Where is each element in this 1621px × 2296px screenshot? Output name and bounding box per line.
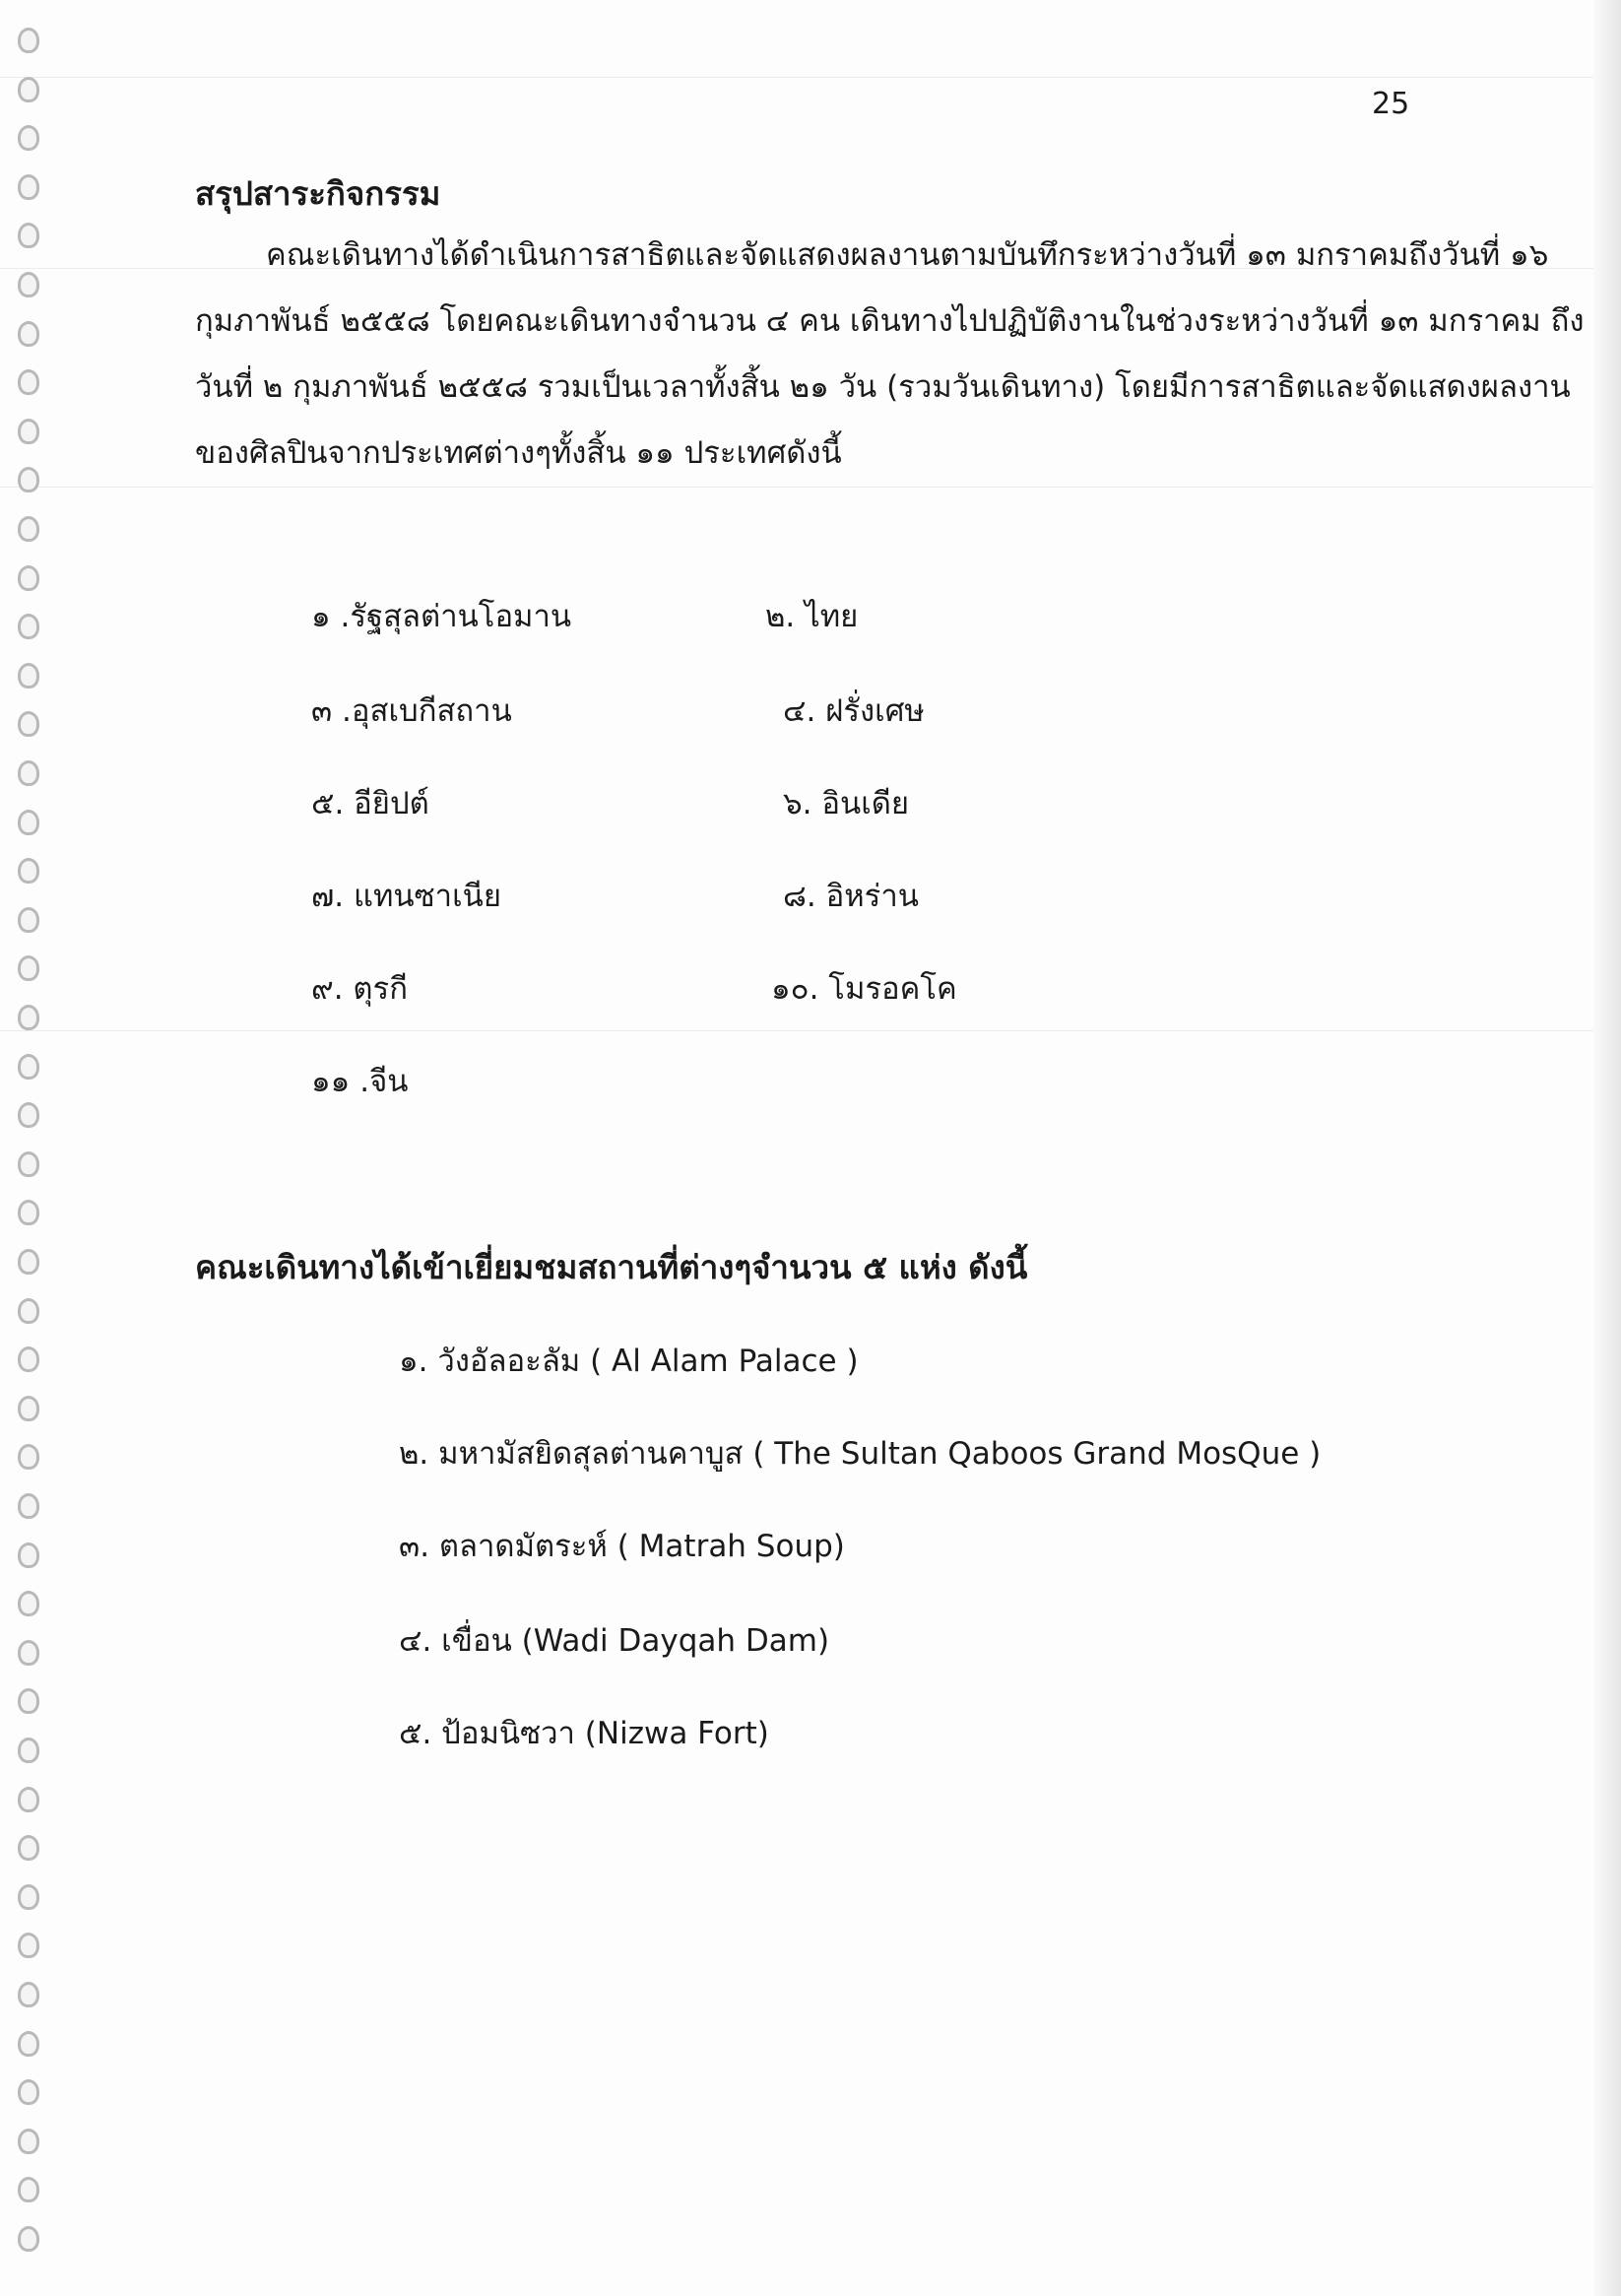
binder-hole [18,1933,39,1958]
country-item: ๑ .รัฐสุลต่านโอมาน [311,599,572,634]
country-item: ๗. แทนซาเนีย [311,879,502,914]
place-item: ๔. เขื่อน (Wadi Dayqah Dam) [399,1623,830,1659]
binder-hole [18,28,39,53]
place-item: ๓. ตลาดมัตระห์ ( Matrah Soup) [399,1529,845,1564]
binder-hole [18,321,39,347]
binder-hole [18,1542,39,1568]
paragraph-line: คณะเดินทางได้ดำเนินการสาธิตและจัดแสดงผลงานตามบันทึกระหว่างวันที่ ๑๓ มกราคมถึงวันที่ ๑๖ [266,237,1549,273]
place-item: ๑. วังอัลอะลัม ( Al Alam Palace ) [399,1344,859,1379]
binder-holes [8,20,51,2285]
country-item: ๑๐. โมรอคโค [771,971,957,1007]
binder-hole [18,1787,39,1812]
paragraph-line: ของศิลปินจากประเทศต่างๆทั้งสิ้น ๑๑ ประเทศดังนี้ [195,435,842,471]
country-item: ๓ .อุสเบกีสถาน [311,693,512,729]
page-number: 25 [1372,87,1410,121]
page-edge-shadow [1593,0,1621,2296]
paragraph-line: วันที่ ๒ กุมภาพันธ์ ๒๕๕๘ รวมเป็นเวลาทั้งสิ้น ๒๑ วัน (รวมวันเดินทาง) โดยมีการสาธิตและจัดแสดงผลงาน [195,369,1571,405]
country-item: ๒. ไทย [765,599,859,634]
binder-hole [18,2079,39,2105]
binder-hole [18,1346,39,1372]
binder-hole [18,77,39,102]
binder-hole [18,711,39,737]
binder-hole [18,565,39,591]
binder-hole [18,1688,39,1714]
binder-hole [18,1640,39,1666]
binder-hole [18,2129,39,2154]
summary-paragraph [195,223,1585,487]
binder-hole [18,955,39,981]
binder-hole [18,516,39,542]
paragraph-line: กุมภาพันธ์ ๒๕๕๘ โดยคณะเดินทางจำนวน ๔ คน เดินทางไปปฏิบัติงานในช่วงระหว่างวันที่ ๑๓ มกราคม ถึง [195,303,1585,339]
country-item: ๕. อียิปต์ [311,786,429,821]
binder-hole [18,419,39,444]
binder-hole [18,2177,39,2202]
binder-hole [18,1298,39,1324]
summary-heading: สรุปสาระกิจกรรม [195,174,441,213]
visits-heading: คณะเดินทางได้เข้าเยี่ยมชมสถานที่ต่างๆจำนวน ๕ แห่ง ดังนี้ [195,1248,1028,1286]
country-item: ๑๑ .จีน [311,1064,409,1099]
country-item: ๔. ฝรั่งเศษ [783,693,925,729]
binder-hole [18,858,39,884]
binder-hole [18,1054,39,1080]
place-item: ๕. ป้อมนิซวา (Nizwa Fort) [399,1716,769,1751]
binder-hole [18,663,39,689]
binder-hole [18,223,39,248]
binder-hole [18,272,39,297]
country-item: ๙. ตุรกี [311,971,408,1007]
binder-hole [18,1200,39,1225]
binder-hole [18,1982,39,2007]
binder-hole [18,1249,39,1275]
binder-hole [18,174,39,200]
binder-hole [18,369,39,395]
binder-hole [18,1738,39,1763]
scan-line [0,1030,1621,1031]
binder-hole [18,467,39,492]
place-item: ๒. มหามัสยิดสุลต่านคาบูส ( The Sultan Qaboos Grand MosQue ) [399,1436,1322,1472]
binder-hole [18,125,39,151]
scan-line [0,77,1621,78]
binder-hole [18,1005,39,1030]
binder-hole [18,1835,39,1861]
binder-hole [18,1396,39,1421]
binder-hole [18,1102,39,1128]
binder-hole [18,2226,39,2252]
binder-hole [18,1493,39,1519]
binder-hole [18,907,39,933]
scan-line [0,487,1621,488]
binder-hole [18,1444,39,1470]
binder-hole [18,2031,39,2057]
binder-hole [18,760,39,786]
binder-hole [18,1151,39,1177]
binder-hole [18,1591,39,1616]
binder-hole [18,810,39,835]
binder-hole [18,614,39,639]
binder-hole [18,1884,39,1910]
country-item: ๖. อินเดีย [783,786,910,821]
country-item: ๘. อิหร่าน [783,879,919,914]
